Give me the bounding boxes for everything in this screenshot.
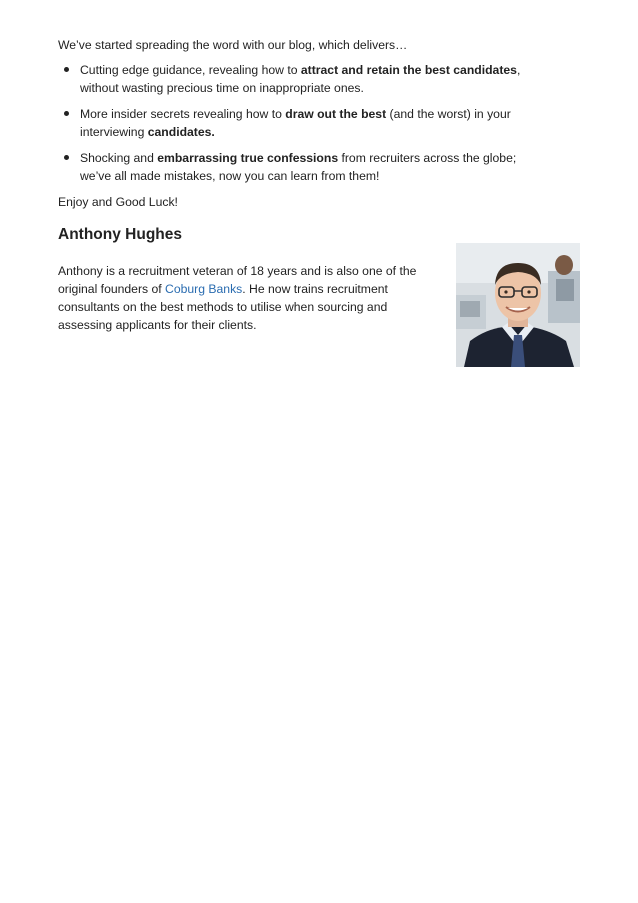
- bullet-text-pre: Cutting edge guidance, revealing how to: [80, 63, 301, 77]
- closing-text: Enjoy and Good Luck!: [58, 195, 178, 209]
- bullet-text-bold-2: candidates.: [147, 125, 215, 139]
- author-heading: Anthony Hughes: [58, 226, 182, 243]
- intro-text: We’ve started spreading the word with our blog, which delivers…: [58, 38, 408, 52]
- author-photo: [456, 243, 580, 367]
- bullet-text-bold: draw out the best: [285, 107, 387, 121]
- bio-text-pre: Anthony is a recruitment veteran of 18 years and is also one of the original founders of: [58, 264, 417, 296]
- bullet-text-bold: embarrassing true confessions: [157, 151, 339, 165]
- bio-text-post: . He now trains recruitment consultants on the best methods to utilise when sourcing and assessing applicants for their clients.: [58, 282, 388, 332]
- list-item: [58, 105, 535, 141]
- benefits-list: [58, 61, 588, 185]
- bullet-text-mid: (and the worst) in your interviewing: [80, 107, 511, 139]
- bullet-text-pre: More insider secrets revealing how to: [80, 107, 286, 121]
- bullet-text-post: , without wasting precious time on inappropriate ones.: [80, 63, 521, 95]
- bullet-dot-icon: [64, 155, 69, 160]
- bullet-text-pre: Shocking and: [80, 151, 158, 165]
- coburg-banks-link[interactable]: Coburg Banks: [165, 282, 243, 296]
- list-item: [58, 149, 535, 185]
- bullet-dot-icon: [64, 111, 69, 116]
- author-portrait-image: [456, 243, 580, 367]
- bullet-dot-icon: [64, 67, 69, 72]
- author-bio: [58, 262, 443, 334]
- list-item: [58, 61, 535, 97]
- bullet-text-bold: attract and retain the best candidates: [300, 63, 517, 77]
- bullet-text-post: from recruiters across the globe; we’ve all made mistakes, now you can learn from them!: [80, 151, 517, 183]
